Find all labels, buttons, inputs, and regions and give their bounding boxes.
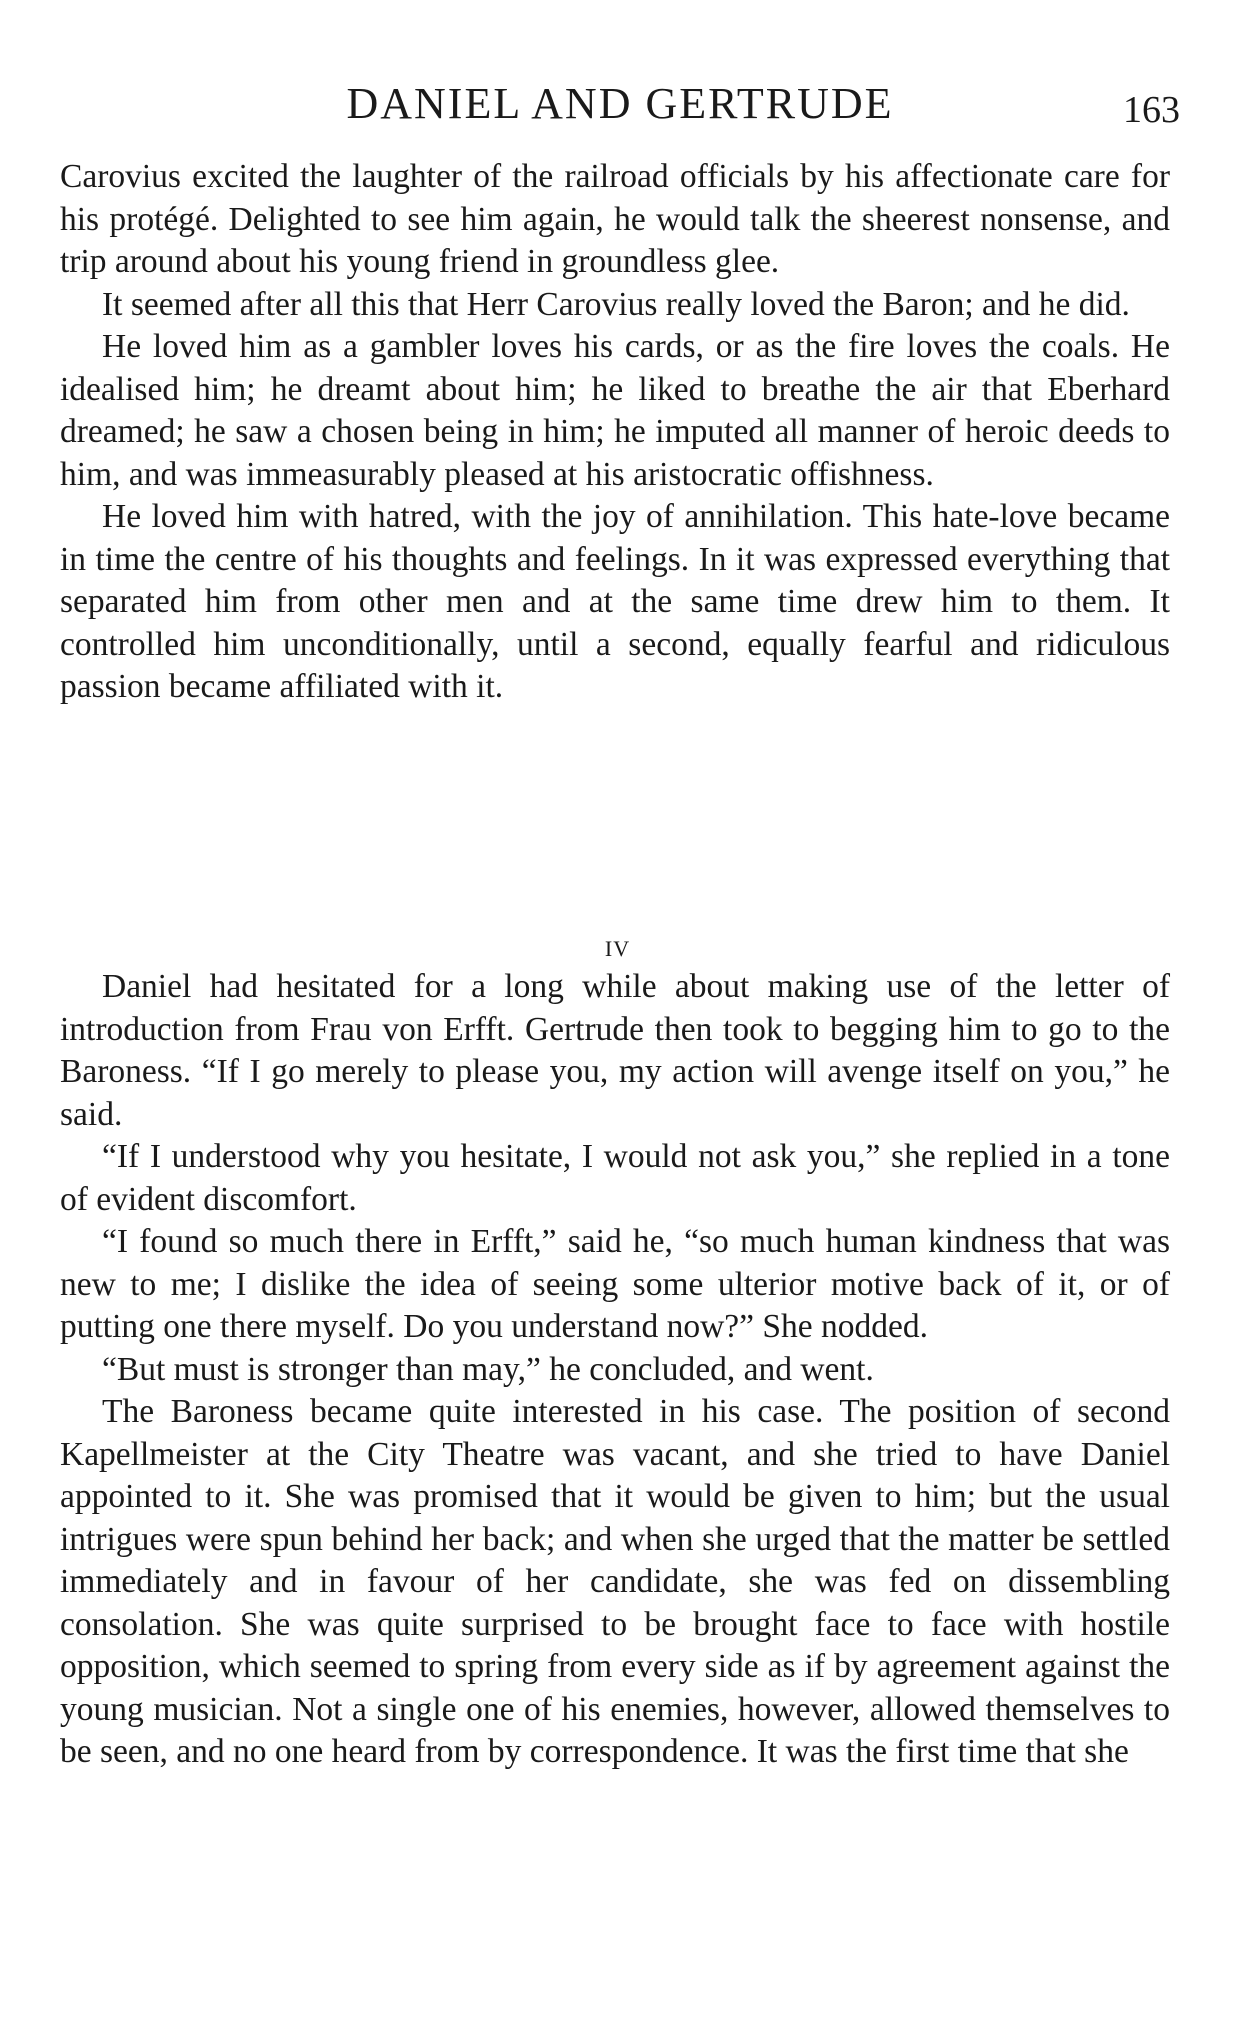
paragraph: He loved him as a gambler loves his cards, or as the fire loves the coals. He idealised him; he dreamt about him; he liked to breathe the air that Eberhard dreamed; he saw a chosen being in him; he imputed all manner of heroic deeds to him, and was immeasurably pleased at his aristocratic offishness. (60, 328, 1170, 493)
page-number: 163 (1123, 89, 1180, 131)
running-title: DANIEL AND GERTRUDE (346, 79, 894, 128)
paragraph: “I found so much there in Erfft,” said he, “so much human kindness that was new to me; I dislike the idea of seeing some ulterior motive back of it, or of putting one there myself. Do you understand now?” She nodded. (60, 1223, 1170, 1345)
paragraph: “But must is stronger than may,” he concluded, and went. (102, 1350, 874, 1388)
paragraph: He loved him with hatred, with the joy of annihilation. This hate-love became in time the centre of his thoughts and feelings. In it was expressed everything that separated him from other men and at the same time drew him to them. It controlled him unconditionally, until a second, equally fearful and ridiculous passion became affiliated with it. (60, 498, 1170, 705)
paragraph: Carovius excited the laughter of the railroad officials by his affectionate care for his protégé. Delighted to see him again, he would talk the sheerest nonsense, and trip around about his young friend in groundless glee. (60, 158, 1170, 280)
running-head (60, 74, 1180, 134)
paragraph: Daniel had hesitated for a long while about making use of the letter of introduction from Frau von Erfft. Gertrude then took to begging him to go to the Baroness. “If I go merely to please you, my action will avenge itself on you,” he said. (60, 968, 1170, 1133)
paragraph: It seemed after all this that Herr Carovius really loved the Baron; and he did. (102, 285, 1130, 323)
text-block-after-section (60, 966, 1170, 1774)
paragraph: “If I understood why you hesitate, I would not ask you,” she replied in a tone of evident discomfort. (60, 1138, 1170, 1218)
text-block-before-section (60, 156, 1170, 709)
section-number: IV (604, 936, 631, 961)
paragraph: The Baroness became quite interested in his case. The position of second Kapellmeister at the City Theatre was vacant, and she tried to have Daniel appointed to it. She was promised that it would be given to him; but the usual intrigues were spun behind her back; and when she urged that the matter be settled immediately and in favour of her candidate, she was fed on dissembling consolation. She was quite surprised to be brought face to face with hostile opposition, which seemed to spring from every side as if by agreement against the young musician. Not a single one of his enemies, however, allowed themselves to be seen, and no one heard from by correspondence. It was the first time that she (60, 1393, 1170, 1770)
